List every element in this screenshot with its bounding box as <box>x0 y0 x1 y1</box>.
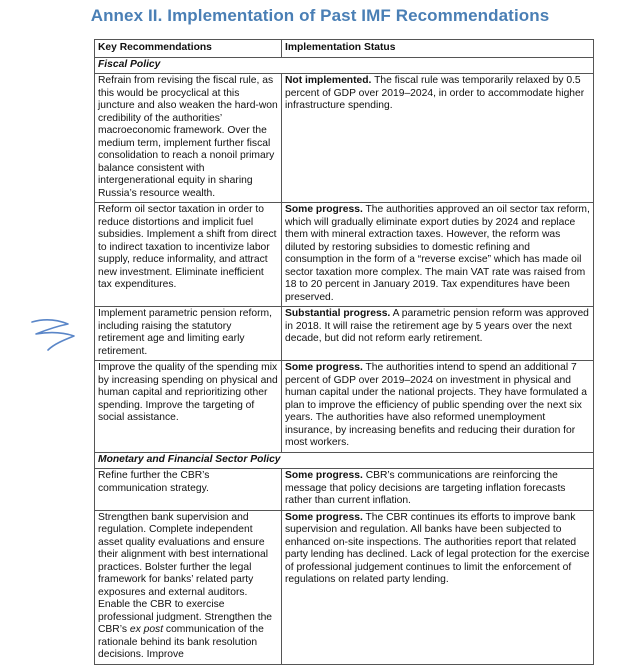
status-cell <box>282 510 594 664</box>
column-header-status: Implementation Status <box>282 40 594 58</box>
recommendation-cell <box>95 510 282 664</box>
table-row <box>95 74 594 203</box>
status-text: The authorities approved an oil sector tax reform, which will gradually eliminate export duties by 2024 and replace them with mineral extraction taxes. However, the reform was diluted by restoring subsidies to domestic refining and consumption in the form of a “reverse excise” which has made oil sector taxation more complex. The main VAT rate was raised from 18 to 20 percent in January 2019. Tax expenditures have been preserved. <box>285 204 590 303</box>
status-label: Not implemented. <box>285 75 372 86</box>
status-cell <box>282 307 594 361</box>
recommendation-cell: Refine further the CBR’s communication strategy. <box>95 469 282 511</box>
table-header-row <box>95 40 594 58</box>
section-row-fiscal <box>95 57 594 74</box>
table-row <box>95 307 594 361</box>
status-text: The CBR continues its efforts to improve bank supervision and regulation. All banks have been subjected to enhanced on-site inspections. The authorities report that related party lending has declined. Lack of legal protection for the exercise of professional judgement continues to limit the enforcement of regulations on related party lending. <box>285 511 590 585</box>
status-label: Some progress. <box>285 470 363 481</box>
section-title: Monetary and Financial Sector Policy <box>95 452 594 469</box>
table-row <box>95 469 594 511</box>
table-row <box>95 361 594 453</box>
recommendation-italic: ex post <box>129 624 164 635</box>
column-header-recommendations: Key Recommendations <box>95 40 282 58</box>
status-text: CBR’s communications are reinforcing the message that policy decisions are targeting inflation forecasts rather than current inflation. <box>285 470 566 506</box>
recommendation-cell: Implement parametric pension reform, including raising the statutory retirement age and limiting early retirement. <box>95 307 282 361</box>
recommendation-text: communication of the rationale behind its bank resolution decisions. Improve <box>98 624 264 660</box>
recommendation-cell: Refrain from revising the fiscal rule, as this would be procyclical at this juncture and also weaken the hard-won credibility of the authorities’ macroeconomic framework. Over the medium term, implement further fiscal consolidation to reach a nonoil primary balance consistent with intergenerational equity in sharing Russia’s resource wealth. <box>95 74 282 203</box>
status-cell <box>282 74 594 203</box>
status-text: The authorities intend to spend an additional 7 percent of GDP over 2019–2024 on investment in physical and human capital under the national projects. They have formulated a plan to improve the efficiency of public spending over the next six years. The authorities have also reformed unemployment insurance, by increasing benefits and reducing their duration for most workers. <box>285 362 588 448</box>
status-text: The fiscal rule was temporarily relaxed by 0.5 percent of GDP over 2019–2024, in order to accommodate higher infrastructure spending. <box>285 75 585 111</box>
status-label: Some progress. <box>285 511 363 523</box>
status-cell <box>282 203 594 307</box>
handwritten-scribble <box>28 310 80 356</box>
status-cell <box>282 469 594 511</box>
status-text: A parametric pension reform was approved in 2018. It will raise the retirement age by 5 years over the next decade, but did not reform early retirement. <box>285 308 589 344</box>
status-cell <box>282 361 594 453</box>
status-label: Some progress. <box>285 362 363 373</box>
recommendations-table <box>94 39 594 665</box>
table-row <box>95 203 594 307</box>
status-label: Substantial progress. <box>285 308 391 319</box>
section-row-monetary <box>95 452 594 469</box>
recommendation-cell: Reform oil sector taxation in order to reduce distortions and implicit fuel subsidies. Implement a shift from direct to indirect taxation to incentivize labor supply, reduce informality, and attract new investment. Eliminate inefficient tax expenditures. <box>95 203 282 307</box>
recommendation-text: Strengthen bank supervision and regulation. Complete independent asset quality evaluations and ensure their alignment with best international practices. Bolster further the legal framework for banks’ related party exposures and external auditors. Enable the CBR to exercise professional judgment. Strengthen the CBR’s <box>98 511 273 635</box>
status-label: Some progress. <box>285 204 363 215</box>
annex-title: Annex II. Implementation of Past IMF Recommendations <box>90 6 550 25</box>
table-row <box>95 510 594 664</box>
recommendation-cell: Improve the quality of the spending mix by increasing spending on physical and human capital and reprioritizing other spending. Improve the targeting of social assistance. <box>95 361 282 453</box>
section-title: Fiscal Policy <box>95 57 594 74</box>
